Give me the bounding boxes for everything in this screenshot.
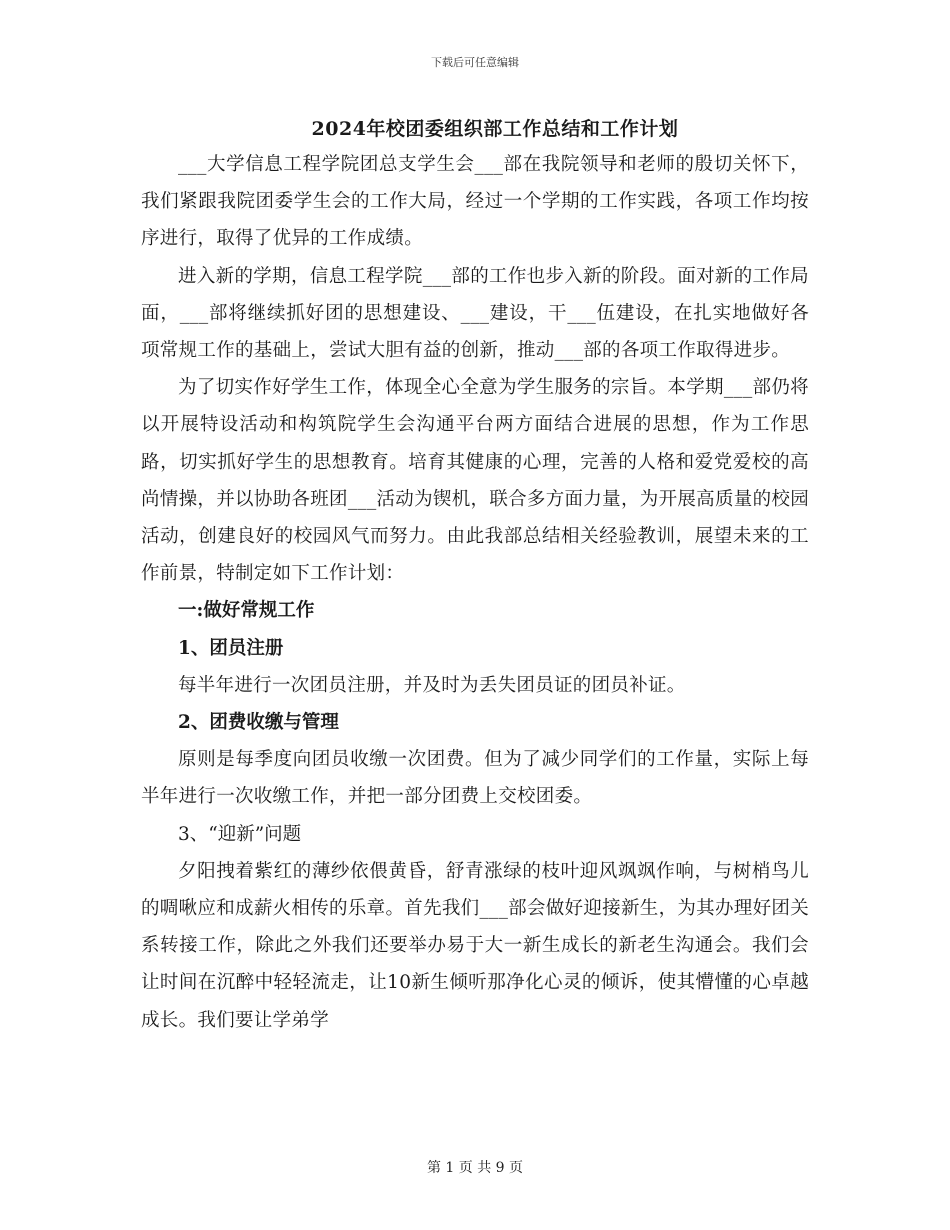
paragraph-work-plan: 为了切实作好学生工作，体现全心全意为学生服务的宗旨。本学期___部仍将以开展特设活动和构筑院学生会沟通平台两方面结合进展的思想，作为工作思路，切实抓好学生的思想教育。培育其健康的心理，完善的人格和爱党爱校的高尚情操，并以协助各班团___活动为锲机，联合多方面力量，为开展高质量的校园活动，创建良好的校园风气而努力。由此我部总结相关经验教训，展望未来的工作前景，特制定如下工作计划：: [141, 377, 809, 585]
section-heading-routine-work: 一:做好常规工作: [178, 600, 315, 622]
document-body: [141, 146, 809, 1039]
header-note: 下载后可任意编辑: [431, 56, 519, 69]
item-heading-dues-collection: 2、团费收缴与管理: [178, 712, 339, 734]
item-text-welcome-freshmen: 夕阳拽着紫红的薄纱依偎黄昏，舒青涨绿的枝叶迎风飒飒作响，与树梢鸟儿的啁啾应和成薪火相传的乐章。首先我们___部会做好迎接新生，为其办理好团关系转接工作，除此之外我们还要举办易于大一新生成长的新老生沟通会。我们会让时间在沉醉中轻轻流走，让10新生倾听那净化心灵的倾诉，使其懵懂的心卓越成长。我们要让学弟学: [141, 860, 809, 1031]
paragraph-intro: ___大学信息工程学院团总支学生会___部在我院领导和老师的殷切关怀下，我们紧跟我院团委学生会的工作大局，经过一个学期的工作实践，各项工作均按序进行，取得了优异的工作成绩。: [141, 154, 809, 250]
paragraph-new-semester: 进入新的学期，信息工程学院___部的工作也步入新的阶段。面对新的工作局面，___部将继续抓好团的思想建设、___建设，干___伍建设，在扎实地做好各项常规工作的基础上，尝试大胆有益的创新，推动___部的各项工作取得进步。: [141, 265, 809, 362]
page-number-footer: 第 1 页 共 9 页: [426, 1160, 524, 1176]
item-heading-member-registration: 1、团员注册: [178, 637, 284, 659]
item-heading-welcome-freshmen: 3、“迎新”问题: [178, 823, 302, 845]
document-title: 2024年校团委组织部工作总结和工作计划: [311, 118, 679, 140]
item-text-member-registration: 每半年进行一次团员注册，并及时为丢失团员证的团员补证。: [178, 674, 686, 696]
item-text-dues-collection: 原则是每季度向团员收缴一次团费。但为了减少同学们的工作量，实际上每半年进行一次收缴工作，并把一部分团费上交校团委。: [141, 749, 809, 808]
